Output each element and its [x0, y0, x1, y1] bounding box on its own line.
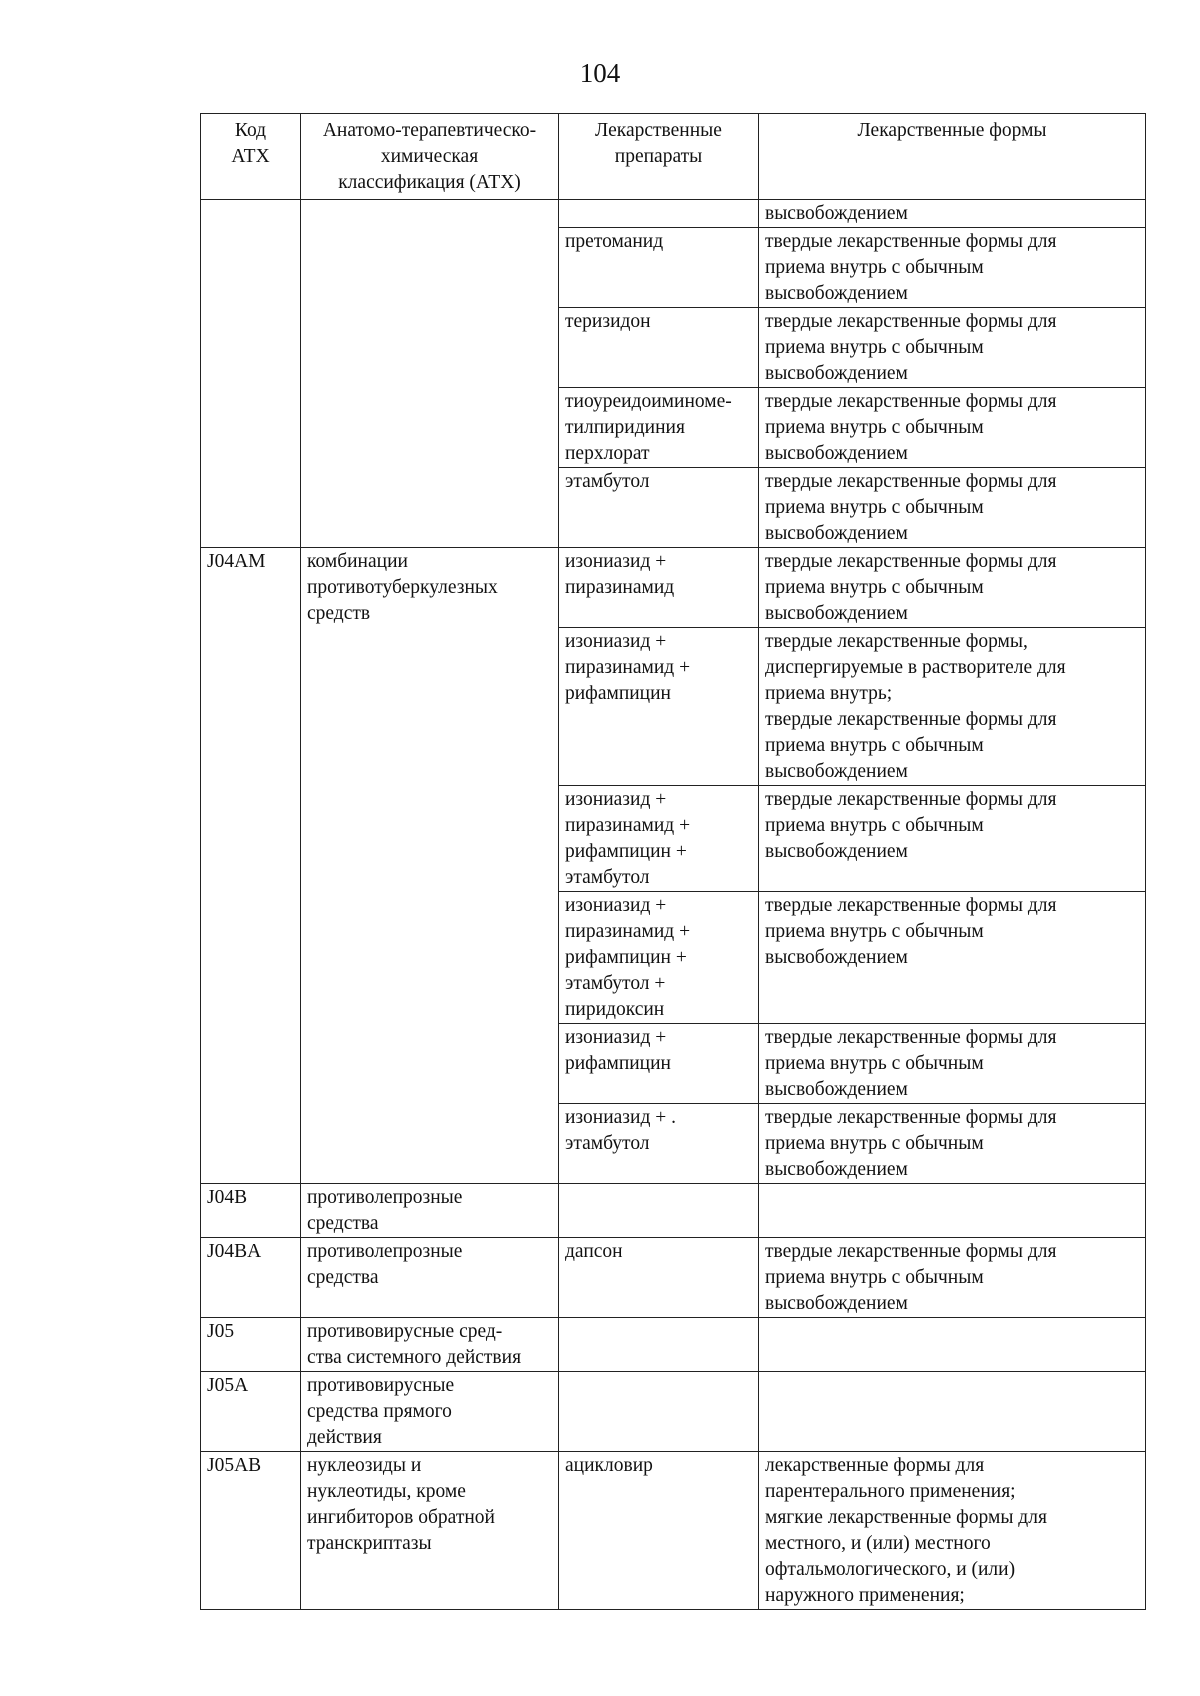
drug-cell: ацикловир — [559, 1452, 759, 1610]
code-cell — [201, 200, 301, 548]
drug-cell: изониазид + пиразинамид — [559, 548, 759, 628]
drug-cell: изониазид + пиразинамид + рифампицин — [559, 628, 759, 786]
header-classification: Анатомо-терапевтическо- химическая классификация (АТХ) — [301, 114, 559, 200]
drug-cell: теризидон — [559, 308, 759, 388]
form-cell: твердые лекарственные формы, диспергируемые в растворителе для приема внутрь; твердые лекарственные формы для приема внутрь с обычным высвобождением — [759, 628, 1146, 786]
code-cell: J04BA — [201, 1238, 301, 1318]
table-row — [201, 1238, 1146, 1318]
classification-cell: противолепрозные средства — [301, 1184, 559, 1238]
form-cell: твердые лекарственные формы для приема внутрь с обычным высвобождением — [759, 388, 1146, 468]
table-row — [201, 1372, 1146, 1452]
form-cell: твердые лекарственные формы для приема внутрь с обычным высвобождением — [759, 548, 1146, 628]
header-code: Код АТХ — [201, 114, 301, 200]
header-drugs: Лекарственные препараты — [559, 114, 759, 200]
form-cell — [759, 1184, 1146, 1238]
header-forms: Лекарственные формы — [759, 114, 1146, 200]
drug-cell: изониазид + рифампицин — [559, 1024, 759, 1104]
drug-cell: дапсон — [559, 1238, 759, 1318]
code-cell: J04B — [201, 1184, 301, 1238]
form-cell: твердые лекарственные формы для приема внутрь с обычным высвобождением — [759, 1024, 1146, 1104]
drug-cell: изониазид + пиразинамид + рифампицин + этамбутол + пиридоксин — [559, 892, 759, 1024]
form-cell: твердые лекарственные формы для приема внутрь с обычным высвобождением — [759, 786, 1146, 892]
code-cell: J05A — [201, 1372, 301, 1452]
drug-cell: изониазид + . этамбутол — [559, 1104, 759, 1184]
form-cell: высвобождением — [759, 200, 1146, 228]
drug-cell: изониазид + пиразинамид + рифампицин + этамбутол — [559, 786, 759, 892]
table-row — [201, 1318, 1146, 1372]
table-row — [201, 548, 1146, 628]
form-cell: твердые лекарственные формы для приема внутрь с обычным высвобождением — [759, 1238, 1146, 1318]
drug-cell: этамбутол — [559, 468, 759, 548]
form-cell: твердые лекарственные формы для приема внутрь с обычным высвобождением — [759, 1104, 1146, 1184]
classification-cell — [301, 200, 559, 548]
drug-cell: претоманид — [559, 228, 759, 308]
classification-cell: нуклеозиды и нуклеотиды, кроме ингибиторов обратной транскриптазы — [301, 1452, 559, 1610]
table-row — [201, 1184, 1146, 1238]
code-cell: J05AB — [201, 1452, 301, 1610]
classification-cell: противовирусные средства прямого действия — [301, 1372, 559, 1452]
code-cell: J04AM — [201, 548, 301, 1184]
atc-drug-table — [200, 113, 1146, 1610]
drug-cell — [559, 200, 759, 228]
classification-cell: противолепрозные средства — [301, 1238, 559, 1318]
drug-cell — [559, 1184, 759, 1238]
classification-cell: противовирусные сред- ства системного действия — [301, 1318, 559, 1372]
page-number: 104 — [579, 58, 621, 88]
table-row — [201, 1452, 1146, 1610]
drug-cell — [559, 1372, 759, 1452]
form-cell: твердые лекарственные формы для приема внутрь с обычным высвобождением — [759, 468, 1146, 548]
classification-cell: комбинации противотуберкулезных средств — [301, 548, 559, 1184]
drug-cell — [559, 1318, 759, 1372]
table-header-row — [201, 114, 1146, 200]
form-cell: лекарственные формы для парентерального применения; мягкие лекарственные формы для местного, и (или) местного офтальмологического, и (или) наружного применения; — [759, 1452, 1146, 1610]
code-cell: J05 — [201, 1318, 301, 1372]
form-cell: твердые лекарственные формы для приема внутрь с обычным высвобождением — [759, 308, 1146, 388]
form-cell — [759, 1372, 1146, 1452]
form-cell: твердые лекарственные формы для приема внутрь с обычным высвобождением — [759, 228, 1146, 308]
table-row — [201, 200, 1146, 228]
drug-cell: тиоуреидоиминоме- тилпиридиния перхлорат — [559, 388, 759, 468]
form-cell — [759, 1318, 1146, 1372]
form-cell: твердые лекарственные формы для приема внутрь с обычным высвобождением — [759, 892, 1146, 1024]
